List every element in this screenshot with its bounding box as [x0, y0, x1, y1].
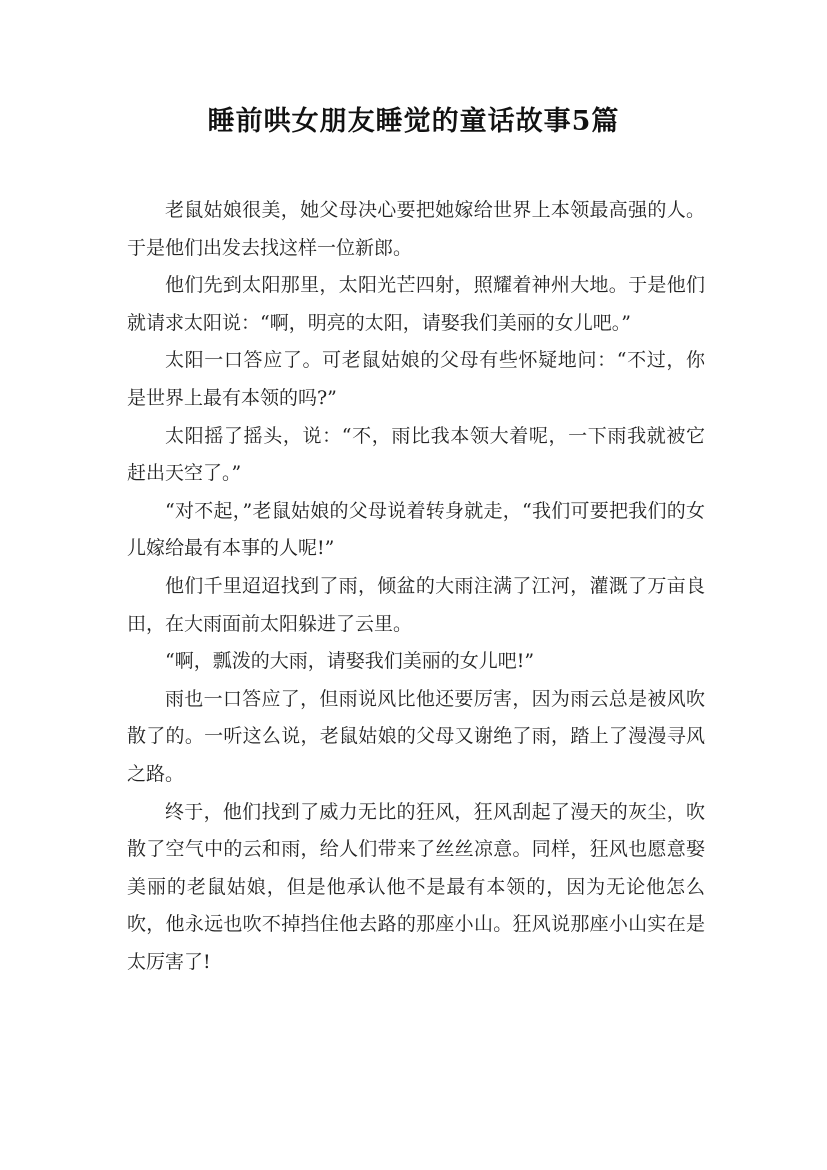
paragraph: 老鼠姑娘很美，她父母决心要把她嫁给世界上本领最高强的人。于是他们出发去找这样一位新郎。: [127, 199, 705, 259]
paragraph: 太阳摇了摇头，说：“不，雨比我本领大着呢，一下雨我就被它赶出天空了。”: [127, 424, 705, 485]
paragraph: 太阳一口答应了。可老鼠姑娘的父母有些怀疑地问：“不过，你是世界上最有本领的吗?”: [127, 349, 705, 409]
document-body: [127, 192, 705, 981]
paragraph: 雨也一口答应了，但雨说风比他还要厉害，因为雨云总是被风吹散了的。一听这么说，老鼠姑娘的父母又谢绝了雨，踏上了漫漫寻风之路。: [127, 687, 705, 785]
paragraph: “对不起，”老鼠姑娘的父母说着转身就走，“我们可要把我们的女儿嫁给最有本事的人呢!”: [127, 499, 705, 560]
paragraph: “啊，瓢泼的大雨，请娶我们美丽的女儿吧!”: [165, 650, 535, 673]
paragraph: 终于，他们找到了威力无比的狂风，狂风刮起了漫天的灰尘，吹散了空气中的云和雨，给人们带来了丝丝凉意。同样，狂风也愿意娶美丽的老鼠姑娘，但是他承认他不是最有本领的，因为无论他怎么吹，他永远也吹不掉挡住他去路的那座小山。狂风说那座小山实在是太厉害了!: [127, 800, 705, 973]
document-title: 睡前哄女朋友睡觉的童话故事5篇: [207, 106, 620, 137]
paragraph: 他们千里迢迢找到了雨，倾盆的大雨注满了江河，灌溉了万亩良田，在大雨面前太阳躲进了云里。: [127, 574, 705, 635]
paragraph: 他们先到太阳那里，太阳光芒四射，照耀着神州大地。于是他们就请求太阳说：“啊，明亮的太阳，请娶我们美丽的女儿吧。”: [127, 274, 705, 334]
